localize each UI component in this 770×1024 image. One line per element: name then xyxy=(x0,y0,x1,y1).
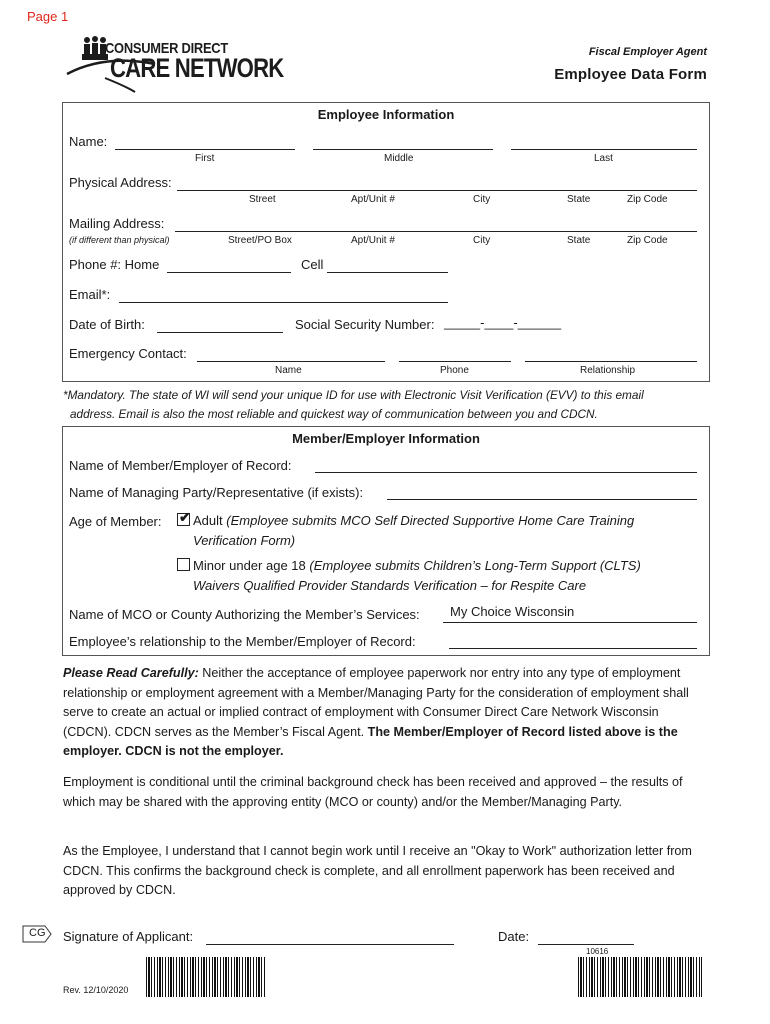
minor-note-line1: (Employee submits Children’s Long-Term Support (CLTS) xyxy=(309,558,641,573)
member-record-field[interactable] xyxy=(315,472,697,473)
member-section-title: Member/Employer Information xyxy=(292,431,480,446)
read-carefully-paragraph xyxy=(63,664,708,762)
middle-sub: Middle xyxy=(384,153,414,164)
first-name-field[interactable] xyxy=(115,149,295,150)
mailing-apt-sub: Apt/Unit # xyxy=(351,235,395,246)
emergency-relationship-field[interactable] xyxy=(525,361,697,362)
name-label: Name: xyxy=(69,134,108,149)
minor-option[interactable] xyxy=(177,558,641,573)
email-label: Email*: xyxy=(69,287,111,302)
member-record-label: Name of Member/Employer of Record: xyxy=(69,458,292,473)
mailing-address-field[interactable] xyxy=(175,231,697,232)
physical-zip-sub: Zip Code xyxy=(627,194,668,205)
adult-checkbox[interactable] xyxy=(177,509,191,526)
mandatory-note-line2: address. Email is also the most reliable and quickest way of communication between you and CDCN. xyxy=(70,407,598,421)
form-number: 10616 xyxy=(586,947,609,956)
physical-street-sub: Street xyxy=(249,194,276,205)
last-name-field[interactable] xyxy=(511,149,697,150)
mailing-zip-sub: Zip Code xyxy=(627,235,668,246)
mco-value: My Choice Wisconsin xyxy=(450,604,575,619)
mco-field[interactable] xyxy=(443,622,697,623)
emergency-phone-sub: Phone xyxy=(440,365,469,376)
barcode-right-icon xyxy=(578,957,702,997)
emergency-contact-label: Emergency Contact: xyxy=(69,346,187,361)
emergency-name-field[interactable] xyxy=(197,361,385,362)
emergency-relationship-sub: Relationship xyxy=(580,365,636,376)
managing-party-field[interactable] xyxy=(387,499,697,500)
dob-field[interactable] xyxy=(157,332,283,333)
page-label: Page 1 xyxy=(27,9,69,24)
revision-date: Rev. 12/10/2020 xyxy=(63,985,129,995)
logo-line1: CONSUMER DIRECT xyxy=(105,40,228,57)
okay-to-work-paragraph: As the Employee, I understand that I cannot begin work until I receive an "Okay to Work" authorization letter from CDCN. This confirms the background check is complete, and all enrollment paperwork has been received and approved by CDCN. xyxy=(63,844,692,897)
emergency-phone-field[interactable] xyxy=(399,361,511,362)
minor-note-line2: Waivers Qualified Provider Standards Verification – for Respite Care xyxy=(193,578,587,593)
page-title: Employee Data Form xyxy=(554,66,707,83)
age-of-member-label: Age of Member: xyxy=(69,514,162,529)
physical-address-field[interactable] xyxy=(177,190,697,191)
middle-name-field[interactable] xyxy=(313,149,493,150)
physical-apt-sub: Apt/Unit # xyxy=(351,194,395,205)
phone-home-label: Phone #: Home xyxy=(69,257,160,272)
employee-info-section xyxy=(62,102,710,382)
relationship-field[interactable] xyxy=(449,648,697,649)
adult-note-line1: (Employee submits MCO Self Directed Supportive Home Care Training xyxy=(226,513,635,528)
cg-tag-label: CG xyxy=(29,927,46,939)
adult-label: Adult xyxy=(193,513,223,528)
phone-home-field[interactable] xyxy=(167,272,291,273)
cell-phone-field[interactable] xyxy=(327,272,448,273)
first-sub: First xyxy=(195,153,215,164)
read-carefully-body: Neither the acceptance of employee paperwork nor entry into any type of employment relationship or employment agreement with a Member/Managing Party for the consideration of employment shall serve to create an actual or implied contract of employment with Consumer Direct Care Network Wisconsin (CDCN). CDCN serves as the Member’s Fiscal Agent. xyxy=(63,666,689,739)
member-info-section xyxy=(62,426,710,656)
mailing-address-label: Mailing Address: xyxy=(69,216,165,231)
mailing-street-sub: Street/PO Box xyxy=(228,235,292,246)
mailing-state-sub: State xyxy=(567,235,591,246)
header-subtitle: Fiscal Employer Agent xyxy=(588,46,707,58)
barcode-left-icon xyxy=(146,957,266,997)
employee-section-title: Employee Information xyxy=(317,107,455,122)
mailing-note: (if different than physical) xyxy=(69,235,170,245)
checkmark-icon: ✔ xyxy=(179,509,191,525)
logo-line2: CARE NETWORK xyxy=(110,53,284,83)
signature-label: Signature of Applicant: xyxy=(63,929,194,944)
adult-note-line2: Verification Form) xyxy=(193,533,296,548)
signature-field[interactable] xyxy=(206,944,454,945)
employment-paragraph: Employment is conditional until the criminal background check has been received and approved – the results of which may be shared with the approving entity (MCO or county) and/or the Member/Managing Party. xyxy=(63,775,683,809)
minor-checkbox[interactable] xyxy=(177,558,190,571)
email-field[interactable] xyxy=(119,302,448,303)
emergency-name-sub: Name xyxy=(275,365,302,376)
dob-label: Date of Birth: xyxy=(69,317,145,332)
ssn-field[interactable]: _____-____-______ xyxy=(444,315,562,330)
cell-label: Cell xyxy=(301,257,324,272)
physical-address-label: Physical Address: xyxy=(69,175,172,190)
minor-label: Minor under age 18 xyxy=(193,558,306,573)
relationship-label: Employee’s relationship to the Member/Employer of Record: xyxy=(69,634,416,649)
date-field[interactable] xyxy=(538,944,634,945)
managing-party-label: Name of Managing Party/Representative (if exists): xyxy=(69,485,364,500)
last-sub: Last xyxy=(594,153,613,164)
read-carefully-bold: The Member/Employer of Record listed above is the employer. CDCN is not the employer. xyxy=(63,724,678,758)
adult-option[interactable] xyxy=(177,509,635,528)
mco-label: Name of MCO or County Authorizing the Member’s Services: xyxy=(69,607,420,622)
physical-state-sub: State xyxy=(567,194,591,205)
ssn-label: Social Security Number: xyxy=(295,317,435,332)
date-label: Date: xyxy=(498,929,530,944)
mailing-city-sub: City xyxy=(473,235,491,246)
read-carefully-lead: Please Read Carefully: xyxy=(63,666,199,680)
physical-city-sub: City xyxy=(473,194,491,205)
mandatory-note-line1: *Mandatory. The state of WI will send your unique ID for use with Electronic Visit Verification (EVV) to this email xyxy=(63,388,644,402)
